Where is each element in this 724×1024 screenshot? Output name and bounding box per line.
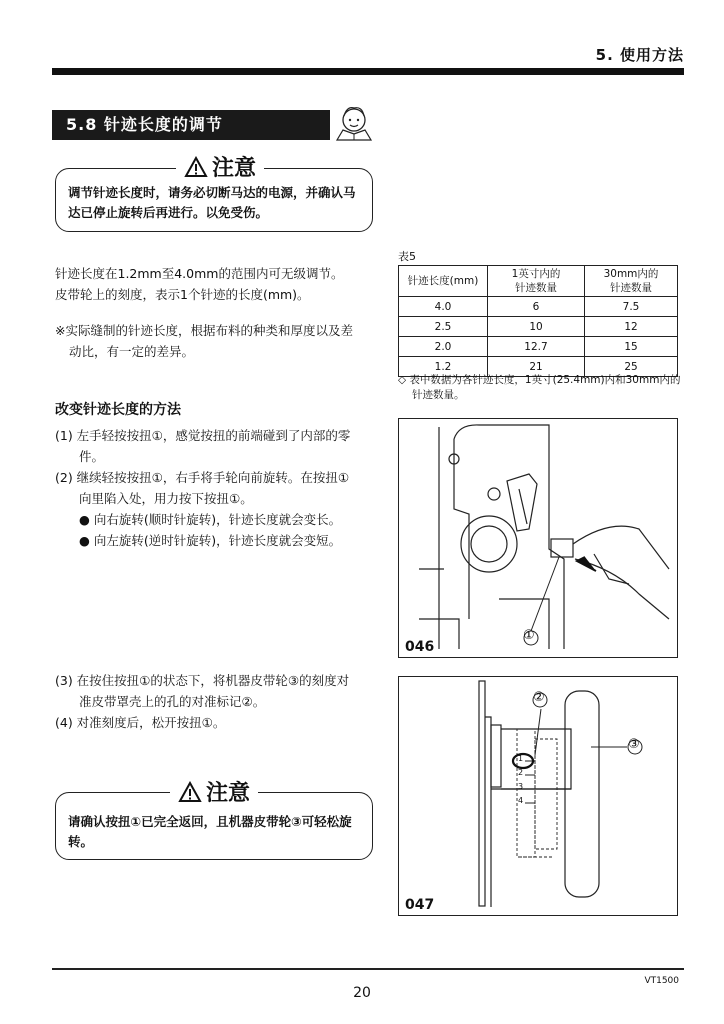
caution-line: 调节针迹长度时，请务必切断马达的电源，并确认马 [68, 185, 356, 200]
method-heading: 改变针迹长度的方法 [55, 402, 181, 418]
caution-heading-2 [170, 776, 258, 807]
table-header: 30mm内的 针迹数量 [585, 266, 678, 297]
intro-line: 针迹长度在1.2mm至4.0mm的范围内可无级调节。 [55, 266, 344, 281]
step-4-line: (4) 对准刻度后，松开按扭①。 [55, 715, 226, 730]
machine-button-illustration [399, 419, 677, 657]
step-1-line: 件。 [79, 449, 105, 464]
table-note-line: 针迹数量。 [412, 389, 465, 401]
section-title: 5.8 针迹长度的调节 [52, 110, 330, 140]
step-2-line: (2) 继续轻按按扭①，右手将手轮向前旋转。在按扭① [55, 470, 350, 485]
method-steps [55, 425, 385, 551]
bullet-counterclockwise: ● 向左旋转(逆时针旋转)，针迹长度就会变短。 [79, 533, 342, 548]
caution-title-2: 注意 [206, 781, 251, 806]
table-cell: 15 [585, 337, 678, 357]
intro-text [55, 263, 385, 305]
caution-title-1: 注意 [212, 156, 257, 181]
chapter-title: 5. 使用方法 [595, 46, 684, 64]
figure-046 [398, 418, 678, 658]
table-header: 1英寸内的 针迹数量 [488, 266, 585, 297]
table-cell: 12.7 [488, 337, 585, 357]
table-cell: 12 [585, 317, 678, 337]
pulley-scale-illustration [399, 677, 677, 915]
table-header: 针迹长度(mm) [399, 266, 488, 297]
step-3-line: (3) 在按住按扭①的状态下，将机器皮带轮③的刻度对 [55, 673, 350, 688]
step-3-line: 准皮带罩壳上的孔的对准标记②。 [79, 694, 266, 709]
note-line: ※实际缝制的针迹长度，根据布料的种类和厚度以及差 [55, 323, 353, 338]
table-cell: 21 [488, 357, 585, 377]
footer-rule [52, 968, 684, 970]
table-cell: 6 [488, 297, 585, 317]
figure-number-046: 046 [405, 639, 435, 655]
caution-line: 达已停止旋转后再进行。以免受伤。 [68, 205, 269, 220]
caution-line: 请确认按扭①已完全返回，且机器皮带轮③可轻松旋 [68, 814, 352, 829]
table-row [399, 317, 678, 337]
header-rule [52, 68, 684, 75]
scale-mark-1: 1 [518, 754, 524, 763]
scale-mark-2: 2 [518, 768, 524, 777]
method-steps-2 [55, 670, 385, 733]
table-row [399, 297, 678, 317]
caution-heading-1 [176, 151, 264, 182]
warning-triangle-icon [178, 781, 202, 803]
scale-mark-4: 4 [518, 796, 524, 805]
table-cell: 7.5 [585, 297, 678, 317]
callout-pulley-3: ③ [628, 737, 640, 752]
bullet-clockwise: ● 向右旋转(顺时针旋转)，针迹长度就会变长。 [79, 512, 342, 527]
scale-mark-3: 3 [518, 782, 524, 791]
table-note-line: ◇ 表中数据为各针迹长度，1英寸(25.4mm)内和30mm内的 [398, 374, 681, 386]
page-number: 20 [353, 985, 371, 1001]
caution-text-1 [68, 183, 368, 223]
figure-047 [398, 676, 678, 916]
table-note [398, 373, 688, 403]
table-cell: 25 [585, 357, 678, 377]
stitch-table [398, 265, 678, 377]
table-row [399, 337, 678, 357]
caution-line: 转。 [68, 834, 94, 849]
table-caption: 表5 [398, 250, 416, 263]
caution-text-2 [68, 812, 368, 852]
table-cell: 2.5 [399, 317, 488, 337]
figure-number-047: 047 [405, 897, 435, 913]
step-2-line: 向里陷入处，用力按下按扭①。 [79, 491, 253, 506]
table-header-row [399, 266, 678, 297]
table-cell: 10 [488, 317, 585, 337]
note-line: 动比，有一定的差异。 [69, 344, 195, 359]
table-cell: 4.0 [399, 297, 488, 317]
callout-alignment-mark-2: ② [533, 690, 545, 705]
table-cell: 2.0 [399, 337, 488, 357]
callout-button-1: ① [523, 628, 535, 643]
warning-triangle-icon [184, 156, 208, 178]
intro-note [55, 320, 385, 362]
model-code: VT1500 [644, 976, 679, 986]
step-1-line: (1) 左手轻按按扭①，感觉按扭的前端碰到了内部的零 [55, 428, 351, 443]
intro-line: 皮带轮上的刻度，表示1个针迹的长度(mm)。 [55, 287, 310, 302]
reading-mascot-icon [333, 104, 375, 142]
table-cell: 1.2 [399, 357, 488, 377]
